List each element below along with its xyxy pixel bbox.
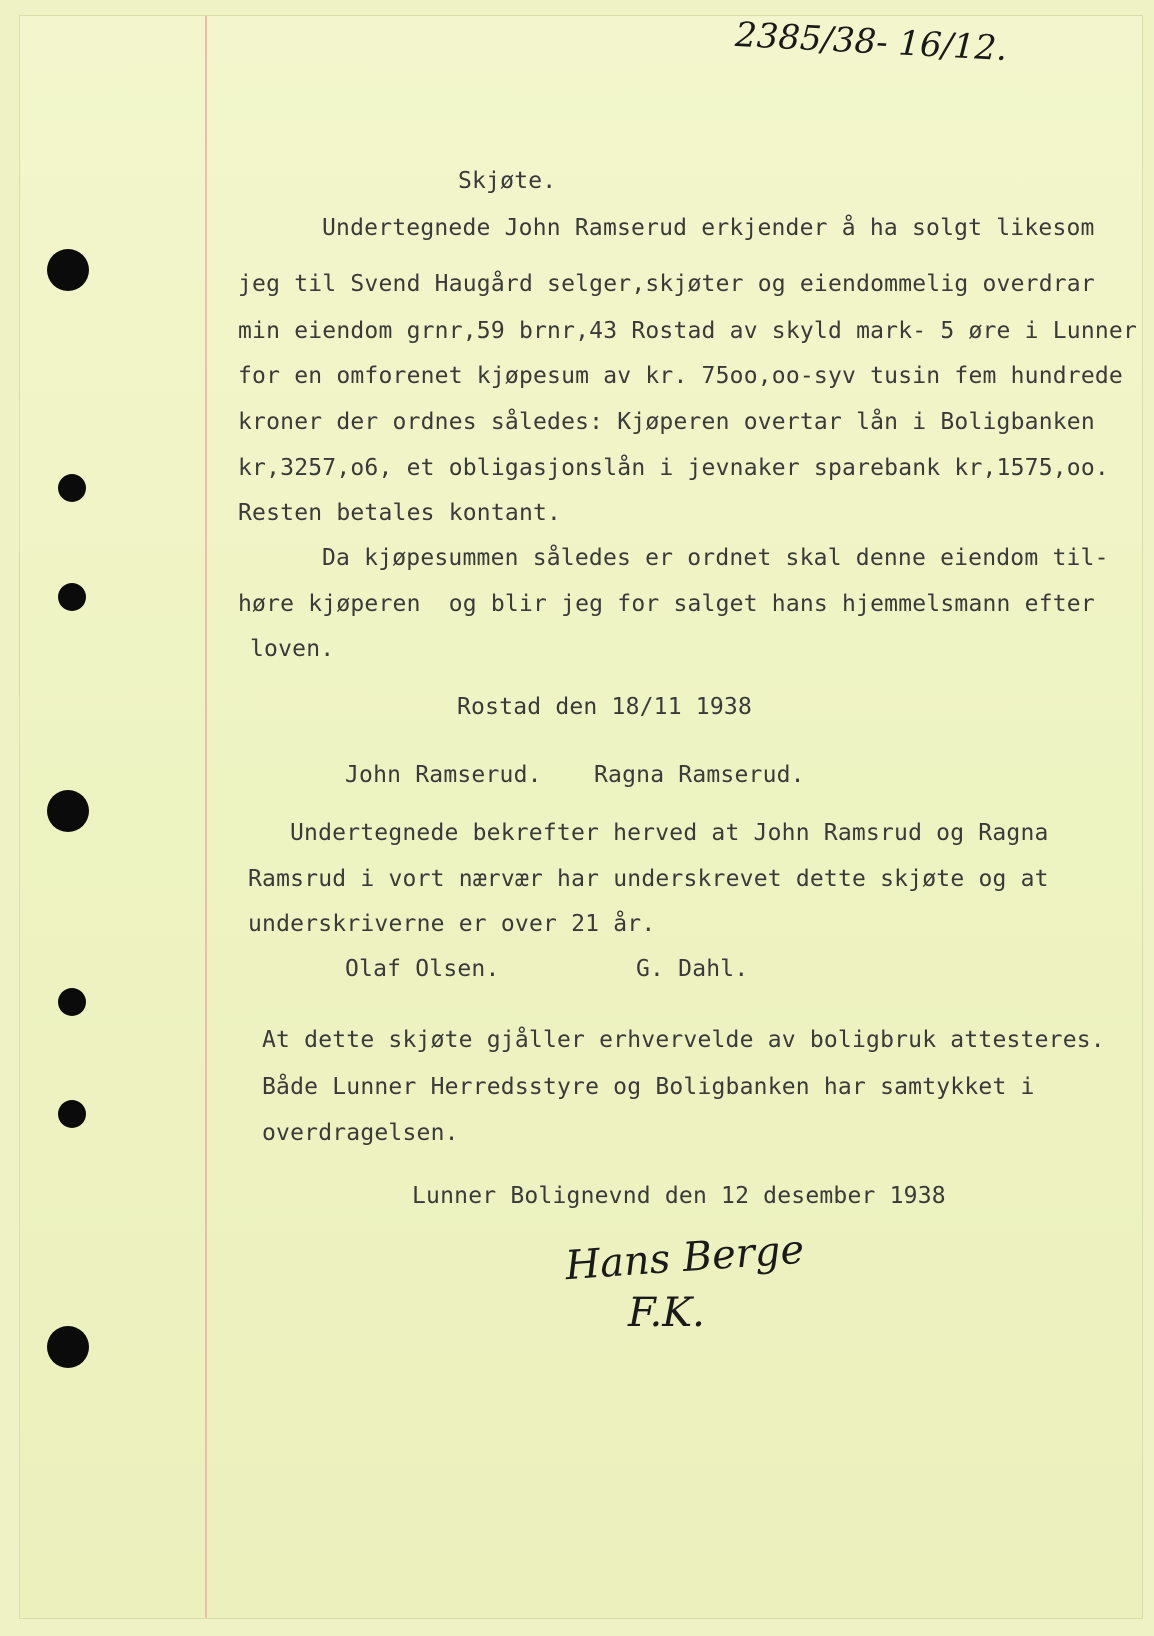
handwritten-initials: F.K. [628,1290,705,1336]
witness-line: Undertegnede bekrefter herved at John Ramsrud og Ragna [290,820,1049,846]
punch-hole [47,790,89,832]
attestation-line: At dette skjøte gjåller erhvervelde av boligbruk attesteres. [262,1027,1105,1053]
witness-line: Ramsrud i vort nærvær har underskrevet dette skjøte og at [248,866,1049,892]
deed-line: Resten betales kontant. [238,500,562,526]
attestation-place-date: Lunner Bolignevnd den 12 desember 1938 [412,1183,946,1209]
witness-signature: G. Dahl. [636,956,749,982]
witness-signature: Olaf Olsen. [345,956,500,982]
punch-hole [58,583,86,611]
punch-hole [58,474,86,502]
seller-signature: Ragna Ramserud. [594,762,805,788]
witness-line: underskriverne er over 21 år. [248,911,656,937]
seller-signature: John Ramserud. [345,762,542,788]
deed-line: kroner der ordnes således: Kjøperen overtar lån i Boligbanken [238,409,1095,435]
deed-line: min eiendom grnr,59 brnr,43 Rostad av skyld mark- 5 øre i Lunner [238,318,1138,344]
attestation-line: Både Lunner Herredsstyre og Boligbanken har samtykket i [262,1074,1035,1100]
deed-line: for en omforenet kjøpesum av kr. 75oo,oo-syv tusin fem hundrede [238,363,1123,389]
punch-hole [58,1100,86,1128]
deed-line: Da kjøpesummen således er ordnet skal denne eiendom til- [322,545,1109,571]
reference-number: 2385/38- 16/12. [734,14,1009,70]
attestation-line: overdragelsen. [262,1120,459,1146]
punch-hole [47,249,89,291]
document-title: Skjøte. [458,168,557,194]
punch-hole [47,1326,89,1368]
deed-place-date: Rostad den 18/11 1938 [457,694,752,720]
deed-line: høre kjøperen og blir jeg for salget hans hjemmelsmann efter [238,591,1095,617]
deed-line: kr,3257,o6, et obligasjonslån i jevnaker sparebank kr,1575,oo. [238,455,1109,481]
margin-rule [205,16,207,1618]
punch-hole [58,988,86,1016]
handwritten-signature: Hans Berge [563,1226,806,1290]
deed-line: loven. [250,636,335,662]
deed-line: Undertegnede John Ramserud erkjender å ha solgt likesom [322,215,1095,241]
deed-line: jeg til Svend Haugård selger,skjøter og eiendommelig overdrar [238,271,1095,297]
paper-sheet [20,16,1142,1618]
